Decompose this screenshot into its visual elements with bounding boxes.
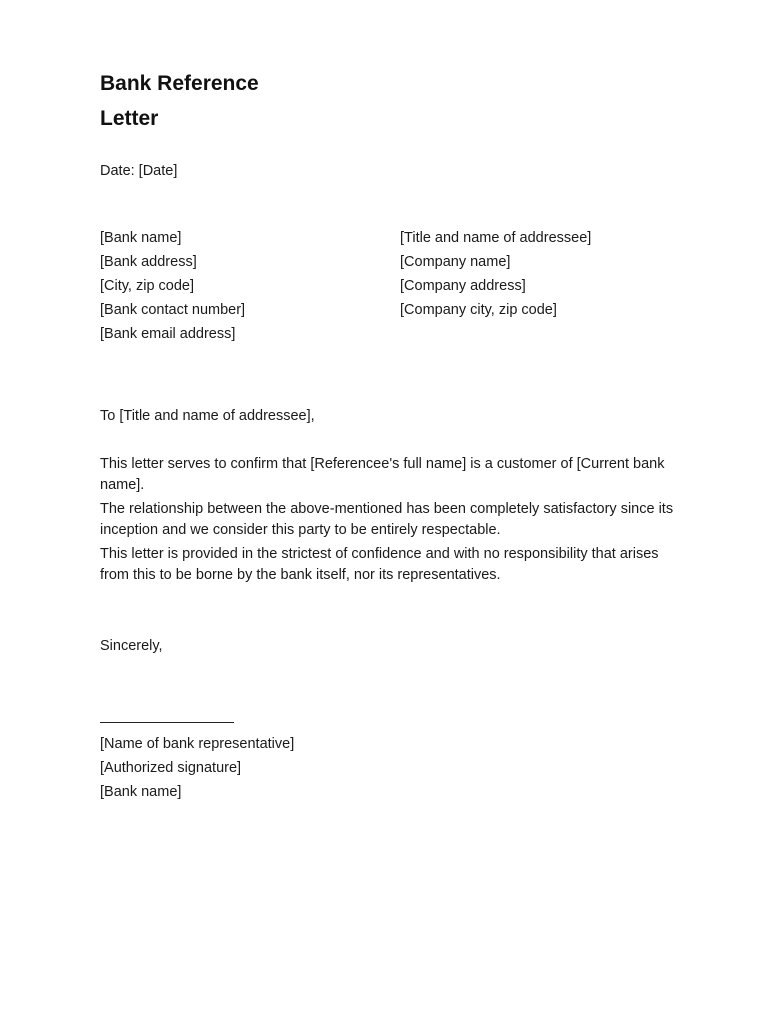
sender-contact-number: [Bank contact number] [100,302,246,318]
document-title [100,66,360,136]
document-title-line-1: Bank Reference [100,72,259,95]
signature-line [100,722,234,723]
letter-body [100,454,675,589]
body-paragraph-2: The relationship between the above-mentioned has been completely satisfactory since its inception and we consider this party to be entirely respectable. [100,501,674,538]
signature-block [100,732,294,804]
sender-bank-name: [Bank name] [100,230,182,246]
signature-authorized: [Authorized signature] [100,760,242,776]
recipient-address-block [400,226,591,322]
recipient-company-name: [Company name] [400,254,511,270]
signature-representative-name: [Name of bank representative] [100,736,295,752]
body-paragraph-1: This letter serves to confirm that [Referencee's full name] is a customer of [Current bank name]. [100,456,665,493]
recipient-company-address: [Company address] [400,278,526,294]
sender-bank-address: [Bank address] [100,254,197,270]
letter-salutation: To [Title and name of addressee], [100,408,315,424]
signature-bank-name: [Bank name] [100,784,182,800]
recipient-company-city-zip: [Company city, zip code] [400,302,557,318]
letter-date: Date: [Date] [100,163,178,179]
body-paragraph-3: This letter is provided in the strictest of confidence and with no responsibility that arises from this to be borne by the bank itself, nor its representatives. [100,546,659,583]
sender-city-zip: [City, zip code] [100,278,195,294]
sender-email-address: [Bank email address] [100,326,236,342]
document-title-line-2: Letter [100,107,159,130]
recipient-title-name: [Title and name of addressee] [400,230,592,246]
letter-closing: Sincerely, [100,638,163,654]
sender-address-block [100,226,245,346]
